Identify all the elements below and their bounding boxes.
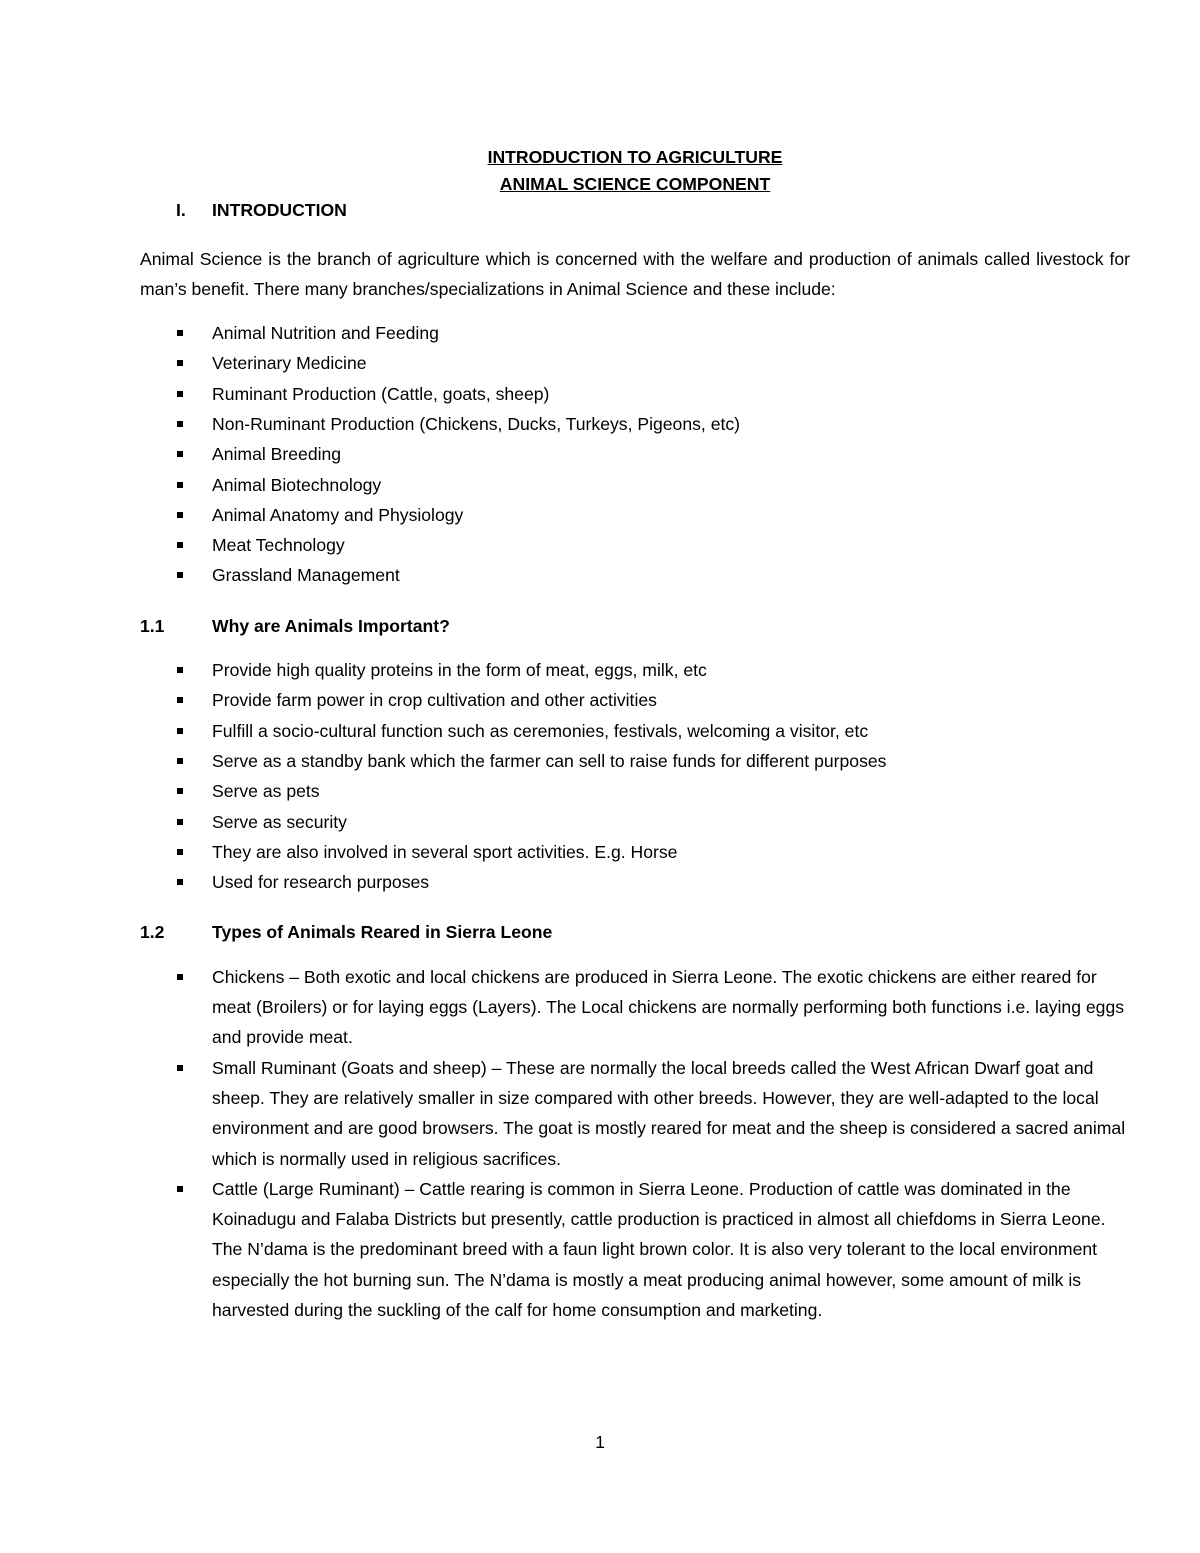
bullet-icon [140, 655, 212, 685]
list-item [140, 560, 1130, 590]
list-item-text: Animal Breeding [212, 444, 342, 465]
list-item [140, 837, 1130, 867]
document-subtitle: ANIMAL SCIENCE COMPONENT [499, 173, 771, 194]
list-item-text: Veterinary Medicine [212, 353, 367, 374]
section-number: 1.1 [140, 615, 165, 636]
list-item [140, 1053, 1130, 1174]
list-item [140, 962, 1130, 1053]
section-number: 1.2 [140, 922, 165, 943]
bullet-icon [140, 470, 212, 500]
section-title: Why are Animals Important? [212, 615, 450, 636]
list-item [140, 409, 1130, 439]
list-item-text: Fulfill a socio-cultural function such as ceremonies, festivals, welcoming a visitor, etc [212, 720, 869, 741]
bullet-icon [140, 807, 212, 837]
bullet-icon [140, 1053, 212, 1083]
list-item-text: Small Ruminant (Goats and sheep) – These are normally the local breeds called the West African Dwarf goat and sheep. They are relatively smaller in size compared with other breeds. However, they are well-adapted to the local environment and are good browsers. The goat is mostly reared for meat and the sheep is considered a sacred animal which is normally used in religious sacrifices. [212, 1057, 1126, 1169]
list-item [140, 867, 1130, 897]
document-title: INTRODUCTION TO AGRICULTURE [487, 147, 783, 167]
list-item [140, 379, 1130, 409]
intro-heading-label: INTRODUCTION [212, 200, 347, 220]
section-title: Types of Animals Reared in Sierra Leone [212, 922, 553, 943]
list-item-text: Provide high quality proteins in the form of meat, eggs, milk, etc [212, 660, 707, 681]
intro-heading [140, 195, 1130, 222]
list-item-text: Ruminant Production (Cattle, goats, sheep) [212, 383, 550, 404]
list-item-text: Provide farm power in crop cultivation and other activities [212, 690, 657, 711]
bullet-icon [140, 867, 212, 897]
list-item [140, 530, 1130, 560]
list-item [140, 746, 1130, 776]
list-item-text: Serve as security [212, 811, 347, 832]
animal-types-list [140, 962, 1130, 1326]
bullet-icon [140, 348, 212, 378]
list-item [140, 716, 1130, 746]
list-item [140, 500, 1130, 530]
bullet-icon [140, 746, 212, 776]
bullet-icon [140, 1174, 212, 1204]
bullet-icon [140, 560, 212, 590]
bullet-icon [140, 379, 212, 409]
bullet-icon [140, 439, 212, 469]
bullet-icon [140, 409, 212, 439]
list-item-text: Animal Nutrition and Feeding [212, 323, 439, 344]
bullet-icon [140, 685, 212, 715]
list-item-text: Meat Technology [212, 535, 345, 556]
list-item [140, 318, 1130, 348]
list-item [140, 470, 1130, 500]
list-item [140, 807, 1130, 837]
list-item-text: Animal Biotechnology [212, 474, 382, 495]
bullet-icon [140, 500, 212, 530]
bullet-icon [140, 776, 212, 806]
bullet-icon [140, 530, 212, 560]
list-item [140, 685, 1130, 715]
list-item [140, 348, 1130, 378]
list-item-text: Non-Ruminant Production (Chickens, Ducks, Turkeys, Pigeons, etc) [212, 413, 741, 434]
page-number: 1 [595, 1432, 605, 1452]
list-item-text: Serve as pets [212, 781, 320, 802]
bullet-icon [140, 837, 212, 867]
bullet-icon [140, 962, 212, 992]
list-item [140, 1174, 1130, 1325]
bullet-icon [140, 716, 212, 746]
section-heading-1-2 [140, 917, 1130, 947]
intro-paragraph: Animal Science is the branch of agriculture which is concerned with the welfare and production of animals called livestock for man’s benefit. There many branches/specializations in Animal Science and these include: [140, 248, 1130, 299]
list-item [140, 776, 1130, 806]
bullet-icon [140, 318, 212, 348]
list-item-text: Chickens – Both exotic and local chickens are produced in Sierra Leone. The exotic chickens are either reared for meat (Broilers) or for laying eggs (Layers). The Local chickens are normally performing both functions i.e. laying eggs and provide meat. [212, 966, 1125, 1048]
list-item [140, 655, 1130, 685]
branches-list [140, 318, 1130, 591]
list-item-text: Animal Anatomy and Physiology [212, 504, 464, 525]
list-item-text: Cattle (Large Ruminant) – Cattle rearing is common in Sierra Leone. Production of cattle was dominated in the Koinadugu and Falaba Districts but presently, cattle production is practiced in almost all chiefdoms in Sierra Leone. The N’dama is the predominant breed with a faun light brown color. It is also very tolerant to the local environment especially the hot burning sun. The N’dama is mostly a meat producing animal however, some amount of milk is harvested during the suckling of the calf for home consumption and marketing. [212, 1178, 1106, 1320]
list-item-text: Used for research purposes [212, 872, 430, 893]
page-content [140, 140, 1130, 1325]
intro-heading-number: I. [176, 200, 186, 220]
list-item-text: Grassland Management [212, 565, 400, 586]
list-item [140, 439, 1130, 469]
list-item-text: Serve as a standby bank which the farmer can sell to raise funds for different purposes [212, 750, 887, 771]
list-item-text: They are also involved in several sport activities. E.g. Horse [212, 841, 678, 862]
importance-list [140, 655, 1130, 897]
section-heading-1-1 [140, 611, 1130, 641]
